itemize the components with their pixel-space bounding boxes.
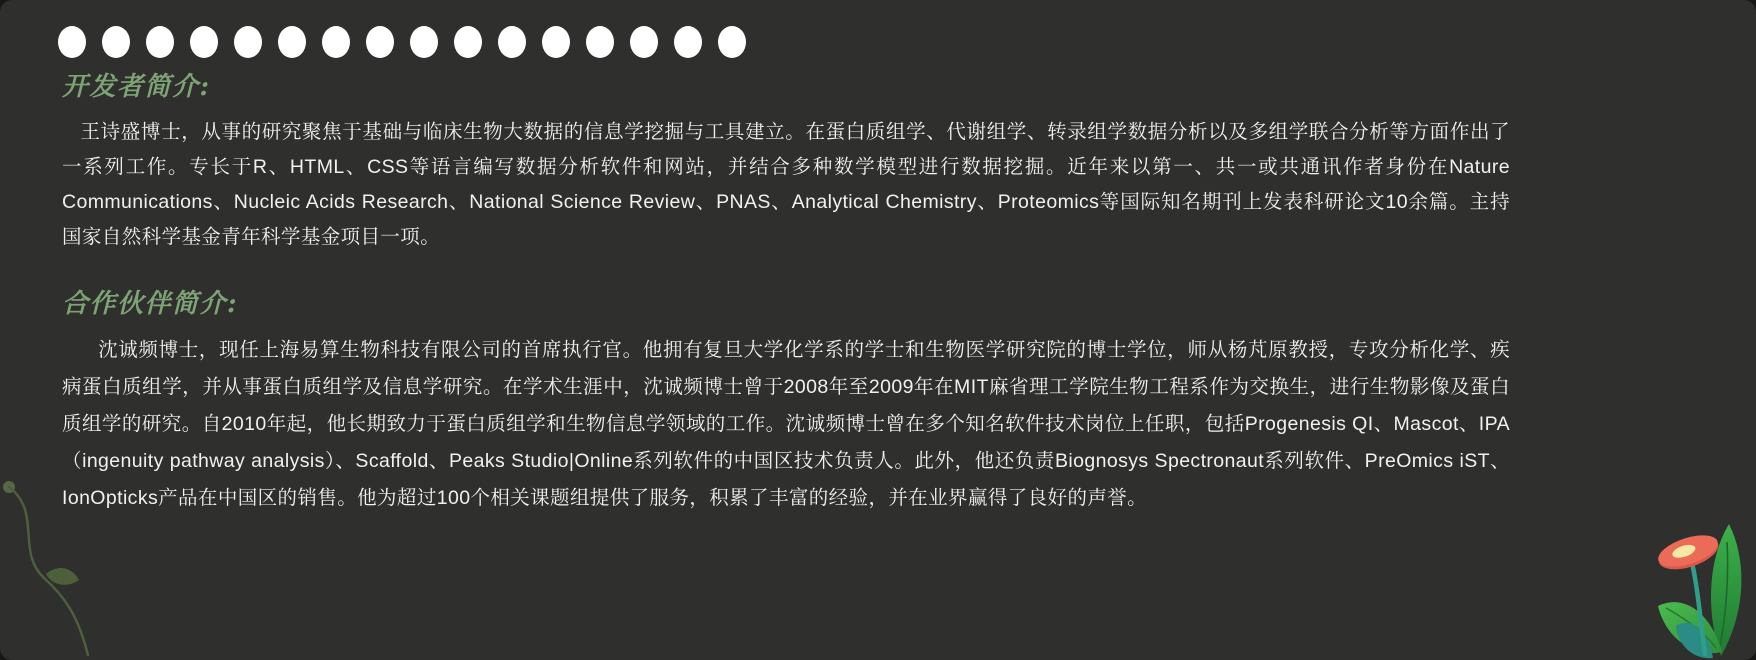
- binder-hole: [718, 26, 746, 58]
- vine-curve: [9, 487, 88, 655]
- vine-leaf: [46, 568, 79, 585]
- partner-intro-paragraph: 沈诚频博士，现任上海易算生物科技有限公司的首席执行官。他拥有复旦大学化学系的学士和生物医学研究院的博士学位，师从杨芃原教授，专攻分析化学、疾病蛋白质组学，并从事蛋白质组学及信息学研究。在学术生涯中，沈诚频博士曾于2008年至2009年在MIT麻省理工学院生物工程系作为交换生，进行生物影像及蛋白质组学的研究。自2010年起，他长期致力于蛋白质组学和生物信息学领域的工作。沈诚频博士曾在多个知名软件技术岗位上任职，包括Progenesis QI、Mascot、IPA（ingenuity pathway analysis）、Scaffold、Peaks Studio|Online系列软件的中国区技术负责人。此外，他还负责Biognosys Spectronaut系列软件、PreOmics iST、IonOpticks产品在中国区的销售。他为超过100个相关课题组提供了服务，积累了丰富的经验，并在业界赢得了良好的声誉。: [62, 339, 1510, 509]
- binder-hole: [542, 26, 570, 58]
- developer-intro-heading: 开发者简介:: [62, 72, 211, 102]
- binder-hole: [146, 26, 174, 58]
- binder-hole: [322, 26, 350, 58]
- binder-hole: [190, 26, 218, 58]
- binder-holes: [58, 26, 746, 58]
- binder-hole: [366, 26, 394, 58]
- binder-hole: [234, 26, 262, 58]
- binder-hole: [630, 26, 658, 58]
- binder-hole: [454, 26, 482, 58]
- binder-hole: [278, 26, 306, 58]
- slide-content: [62, 66, 1510, 517]
- flower-head: [1655, 529, 1723, 576]
- binder-hole: [674, 26, 702, 58]
- binder-hole: [102, 26, 130, 58]
- binder-hole: [586, 26, 614, 58]
- binder-hole: [410, 26, 438, 58]
- developer-intro-paragraph: 王诗盛博士，从事的研究聚焦于基础与临床生物大数据的信息学挖掘与工具建立。在蛋白质组学、代谢组学、转录组学数据分析以及多组学联合分析等方面作出了一系列工作。专长于R、HTML、CSS等语言编写数据分析软件和网站，并结合多种数学模型进行数据挖掘。近年来以第一、共一或共通讯作者身份在Nature Communications、Nucleic Acids Research、National Science Review、PNAS、Analytical Chemistry、Proteomics等国际知名期刊上发表科研论文10余篇。主持国家自然科学基金青年科学基金项目一项。: [62, 121, 1510, 248]
- partner-intro-heading: 合作伙伴简介:: [62, 289, 239, 319]
- flower-decoration-icon: [1608, 496, 1756, 660]
- vine-decoration-icon: [0, 470, 120, 660]
- binder-hole: [58, 26, 86, 58]
- binder-hole: [498, 26, 526, 58]
